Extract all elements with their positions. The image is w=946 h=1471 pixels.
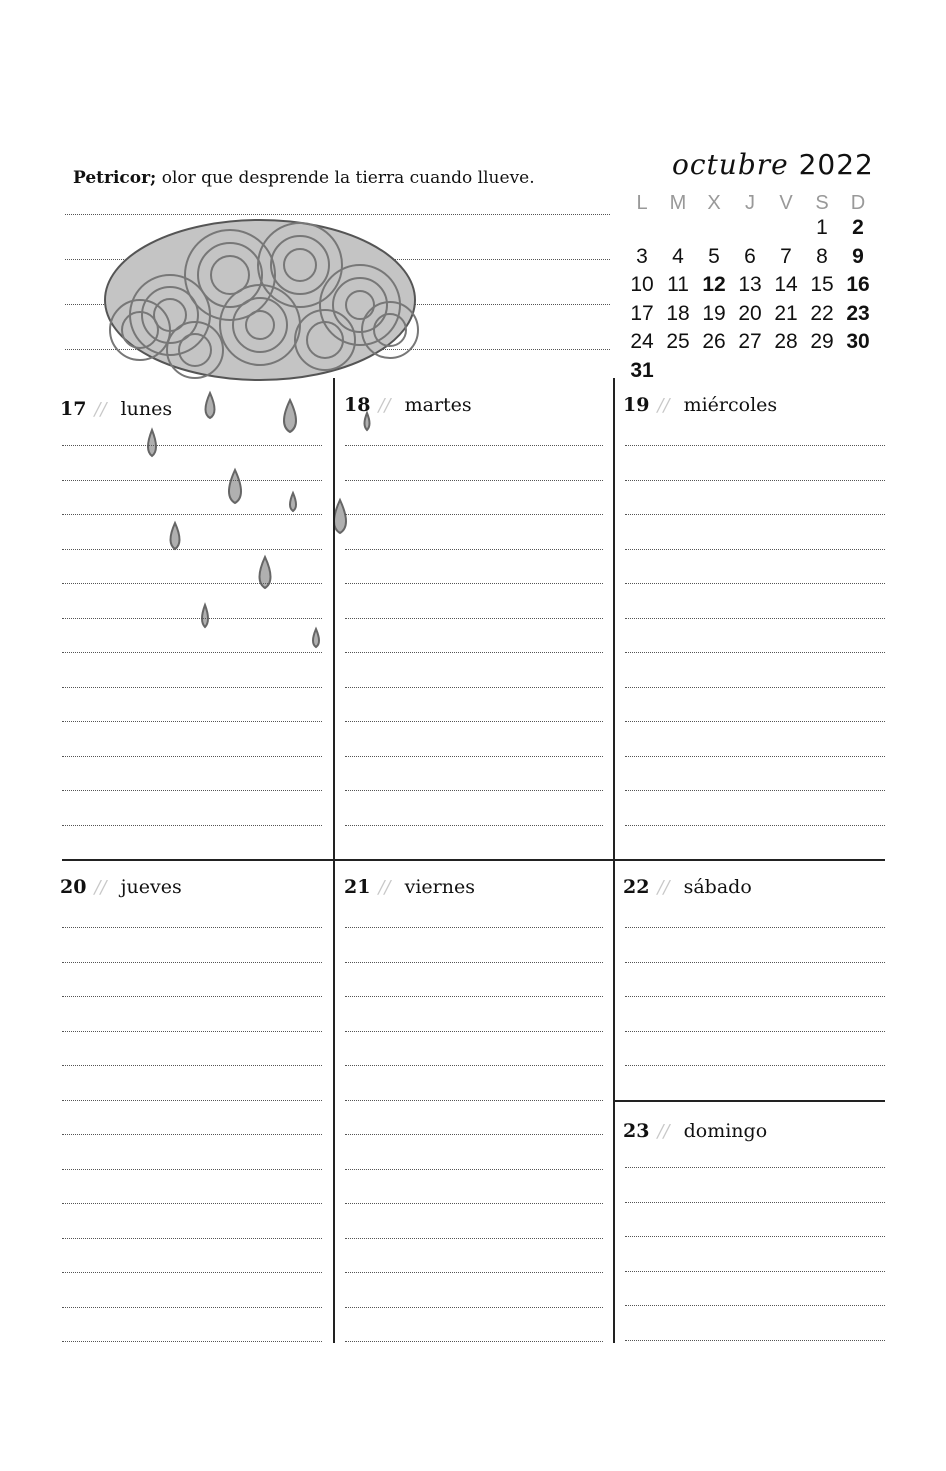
writing-line[interactable] bbox=[62, 927, 322, 928]
calendar-empty-cell bbox=[732, 357, 768, 386]
calendar-title bbox=[672, 148, 874, 181]
writing-line[interactable] bbox=[62, 549, 322, 550]
day-lines bbox=[625, 927, 885, 1100]
calendar-day[interactable]: 29 bbox=[810, 330, 834, 353]
calendar-day[interactable]: 10 bbox=[630, 273, 654, 296]
calendar-day[interactable]: 17 bbox=[630, 301, 654, 325]
writing-line[interactable] bbox=[345, 825, 603, 826]
writing-line[interactable] bbox=[345, 480, 603, 481]
day-header bbox=[344, 876, 475, 898]
writing-line[interactable] bbox=[62, 618, 322, 619]
calendar-day[interactable]: 20 bbox=[738, 301, 762, 325]
day-lines bbox=[62, 445, 322, 859]
writing-line[interactable] bbox=[62, 687, 322, 688]
writing-line[interactable] bbox=[345, 1100, 603, 1101]
calendar-day[interactable]: 18 bbox=[666, 301, 690, 325]
writing-line[interactable] bbox=[625, 1167, 885, 1168]
writing-line[interactable] bbox=[62, 480, 322, 481]
weekday-header: J bbox=[745, 192, 755, 214]
writing-line[interactable] bbox=[625, 756, 885, 757]
calendar-empty-cell bbox=[768, 357, 804, 386]
writing-line[interactable] bbox=[625, 514, 885, 515]
writing-line[interactable] bbox=[345, 790, 603, 791]
day-number: 22 bbox=[623, 876, 650, 898]
day-lines bbox=[345, 445, 603, 859]
calendar-year: 2022 bbox=[798, 148, 874, 181]
slash-icon: // bbox=[657, 877, 670, 898]
calendar-day[interactable]: 28 bbox=[774, 330, 798, 353]
calendar-day[interactable]: 7 bbox=[780, 244, 792, 268]
day-number: 18 bbox=[344, 394, 371, 416]
calendar-day[interactable]: 22 bbox=[810, 301, 834, 325]
writing-line[interactable] bbox=[625, 825, 885, 826]
writing-line[interactable] bbox=[345, 618, 603, 619]
day-number: 23 bbox=[623, 1120, 650, 1142]
writing-line[interactable] bbox=[625, 962, 885, 963]
calendar-day[interactable]: 9 bbox=[852, 244, 864, 268]
calendar-day[interactable]: 6 bbox=[744, 244, 756, 268]
day-number: 20 bbox=[60, 876, 87, 898]
writing-line[interactable] bbox=[625, 1236, 885, 1237]
writing-line[interactable] bbox=[625, 1065, 885, 1066]
calendar-grid bbox=[624, 192, 876, 385]
writing-line[interactable] bbox=[625, 445, 885, 446]
writing-line[interactable] bbox=[62, 962, 322, 963]
calendar-day[interactable]: 1 bbox=[816, 216, 828, 239]
writing-line[interactable] bbox=[345, 1238, 603, 1239]
writing-line[interactable] bbox=[62, 1100, 322, 1101]
day-name: lunes bbox=[120, 398, 173, 420]
day-header bbox=[623, 1120, 767, 1142]
row-divider bbox=[613, 1100, 885, 1102]
writing-line[interactable] bbox=[62, 1031, 322, 1032]
calendar-day[interactable]: 13 bbox=[738, 273, 762, 296]
writing-line[interactable] bbox=[345, 1065, 603, 1066]
weekday-header: X bbox=[707, 192, 721, 214]
calendar-day[interactable]: 27 bbox=[738, 330, 762, 353]
calendar-empty-cell bbox=[840, 357, 876, 386]
calendar-day[interactable]: 12 bbox=[702, 273, 726, 296]
writing-line[interactable] bbox=[625, 687, 885, 688]
calendar-day[interactable]: 30 bbox=[846, 330, 870, 353]
weekday-header: M bbox=[669, 192, 687, 214]
writing-line[interactable] bbox=[625, 583, 885, 584]
column-divider bbox=[333, 378, 335, 1343]
day-lines bbox=[345, 927, 603, 1376]
writing-line[interactable] bbox=[62, 790, 322, 791]
writing-line[interactable] bbox=[345, 1272, 603, 1273]
writing-line[interactable] bbox=[625, 549, 885, 550]
slash-icon: // bbox=[657, 395, 670, 416]
calendar-day[interactable]: 24 bbox=[630, 330, 654, 353]
quote-term: Petricor; bbox=[73, 168, 157, 188]
writing-line[interactable] bbox=[345, 1203, 603, 1204]
calendar-empty-cell bbox=[696, 214, 732, 243]
day-name: domingo bbox=[683, 1120, 768, 1142]
writing-line[interactable] bbox=[625, 1305, 885, 1306]
writing-line[interactable] bbox=[62, 1272, 322, 1273]
day-header bbox=[623, 394, 777, 416]
writing-line[interactable] bbox=[625, 1031, 885, 1032]
day-header bbox=[344, 394, 472, 416]
writing-line[interactable] bbox=[62, 1169, 322, 1170]
slash-icon: // bbox=[94, 399, 107, 420]
writing-line[interactable] bbox=[62, 756, 322, 757]
writing-line[interactable] bbox=[345, 1134, 603, 1135]
writing-line[interactable] bbox=[62, 583, 322, 584]
writing-line[interactable] bbox=[625, 996, 885, 997]
day-header bbox=[623, 876, 752, 898]
calendar-day[interactable]: 19 bbox=[702, 301, 726, 325]
calendar-empty-cell bbox=[732, 214, 768, 243]
day-header bbox=[60, 876, 182, 898]
calendar-empty-cell bbox=[804, 357, 840, 386]
row-divider bbox=[62, 859, 885, 861]
day-name: jueves bbox=[120, 876, 182, 898]
writing-line[interactable] bbox=[62, 1341, 322, 1342]
writing-line[interactable] bbox=[345, 1307, 603, 1308]
quote-definition: olor que desprende la tierra cuando llueve. bbox=[156, 168, 535, 188]
calendar-empty-cell bbox=[696, 357, 732, 386]
writing-line[interactable] bbox=[345, 996, 603, 997]
day-name: miércoles bbox=[683, 394, 778, 416]
calendar-day[interactable]: 25 bbox=[666, 330, 690, 353]
writing-line[interactable] bbox=[345, 583, 603, 584]
writing-line[interactable] bbox=[625, 652, 885, 653]
calendar-day[interactable]: 5 bbox=[708, 244, 720, 268]
day-number: 21 bbox=[344, 876, 371, 898]
writing-line[interactable] bbox=[625, 480, 885, 481]
day-number: 19 bbox=[623, 394, 650, 416]
writing-line[interactable] bbox=[62, 1134, 322, 1135]
slash-icon: // bbox=[378, 877, 391, 898]
calendar-day[interactable]: 21 bbox=[774, 301, 798, 325]
writing-line[interactable] bbox=[345, 549, 603, 550]
writing-line[interactable] bbox=[625, 721, 885, 722]
calendar-day[interactable]: 4 bbox=[672, 244, 684, 268]
writing-line[interactable] bbox=[62, 514, 322, 515]
writing-line[interactable] bbox=[62, 652, 322, 653]
quote bbox=[73, 168, 535, 188]
writing-line[interactable] bbox=[345, 927, 603, 928]
writing-line[interactable] bbox=[345, 962, 603, 963]
writing-line[interactable] bbox=[345, 687, 603, 688]
weekday-header: L bbox=[636, 192, 648, 214]
calendar-day[interactable]: 14 bbox=[774, 273, 798, 296]
calendar-day[interactable]: 3 bbox=[636, 244, 648, 268]
writing-line[interactable] bbox=[345, 1341, 603, 1342]
writing-line[interactable] bbox=[345, 721, 603, 722]
writing-line[interactable] bbox=[345, 445, 603, 446]
day-lines bbox=[62, 927, 322, 1376]
writing-line[interactable] bbox=[62, 721, 322, 722]
writing-line[interactable] bbox=[62, 1238, 322, 1239]
calendar-day[interactable]: 8 bbox=[816, 244, 828, 268]
day-name: martes bbox=[404, 394, 472, 416]
calendar-day[interactable]: 23 bbox=[846, 301, 870, 325]
writing-line[interactable] bbox=[625, 790, 885, 791]
writing-line[interactable] bbox=[625, 1340, 885, 1341]
writing-line[interactable] bbox=[62, 1065, 322, 1066]
slash-icon: // bbox=[657, 1121, 670, 1142]
day-number: 17 bbox=[60, 398, 87, 420]
column-divider bbox=[613, 378, 615, 1343]
calendar-day[interactable]: 15 bbox=[810, 273, 834, 296]
day-name: sábado bbox=[683, 876, 752, 898]
weekday-header: D bbox=[850, 192, 866, 214]
writing-line[interactable] bbox=[62, 1307, 322, 1308]
day-lines bbox=[625, 445, 885, 859]
calendar-day[interactable]: 2 bbox=[852, 216, 864, 239]
calendar-day[interactable]: 26 bbox=[702, 330, 726, 353]
writing-line[interactable] bbox=[62, 1203, 322, 1204]
slash-icon: // bbox=[378, 395, 391, 416]
day-header bbox=[60, 398, 172, 420]
calendar-month: octubre bbox=[672, 148, 789, 181]
writing-line[interactable] bbox=[62, 996, 322, 997]
writing-line[interactable] bbox=[62, 825, 322, 826]
writing-line[interactable] bbox=[345, 514, 603, 515]
weekday-header: S bbox=[815, 192, 829, 214]
writing-line[interactable] bbox=[625, 1202, 885, 1203]
day-name: viernes bbox=[404, 876, 475, 898]
writing-line[interactable] bbox=[345, 756, 603, 757]
calendar-empty-cell bbox=[660, 214, 696, 243]
calendar-day[interactable]: 31 bbox=[630, 358, 654, 382]
writing-line[interactable] bbox=[345, 652, 603, 653]
writing-line[interactable] bbox=[345, 1169, 603, 1170]
calendar-day[interactable]: 11 bbox=[667, 273, 689, 296]
day-lines bbox=[625, 1167, 885, 1374]
calendar-empty-cell bbox=[768, 214, 804, 243]
writing-line[interactable] bbox=[62, 445, 322, 446]
slash-icon: // bbox=[94, 877, 107, 898]
weekday-header: V bbox=[779, 192, 793, 214]
calendar-empty-cell bbox=[624, 214, 660, 243]
writing-line[interactable] bbox=[625, 927, 885, 928]
writing-line[interactable] bbox=[625, 1271, 885, 1272]
calendar-day[interactable]: 16 bbox=[846, 273, 870, 296]
writing-line[interactable] bbox=[625, 618, 885, 619]
writing-line[interactable] bbox=[345, 1031, 603, 1032]
calendar-empty-cell bbox=[660, 357, 696, 386]
